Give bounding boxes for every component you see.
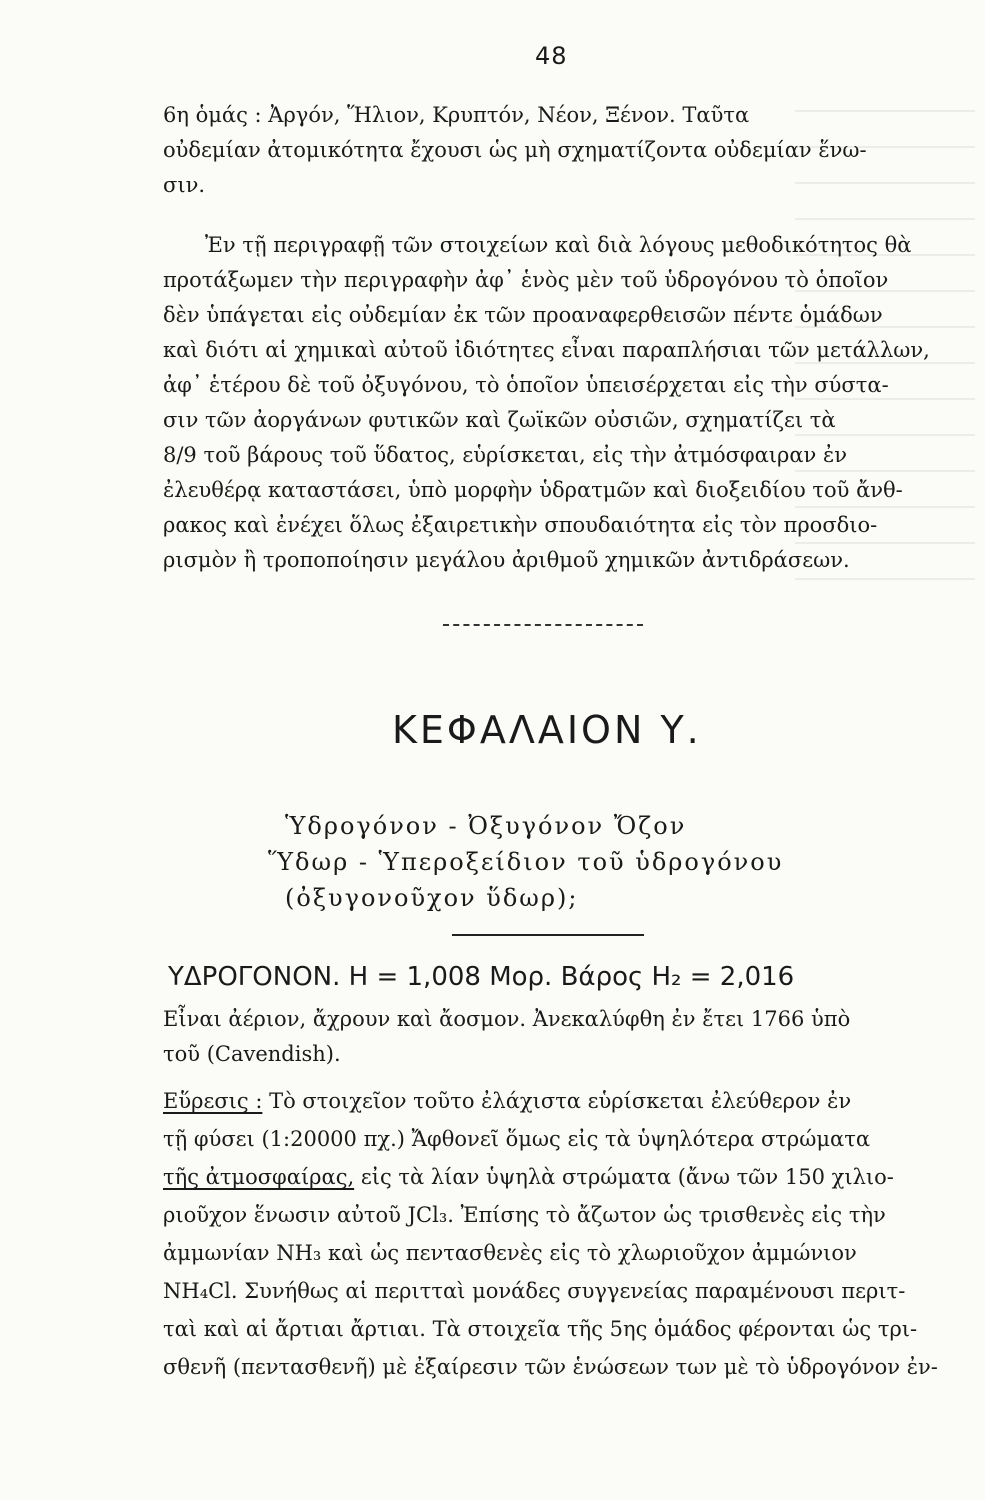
- text-line: ἐλευθέρᾳ καταστάσει, ὑπὸ μορφὴν ὑδρατμῶν καὶ διοξειδίου τοῦ ἄνθ-: [163, 478, 903, 502]
- text-line: NH₄Cl. Συνήθως αἱ περιτταὶ μονάδες συγγενείας παραμένουσι περιτ-: [163, 1279, 906, 1303]
- chapter-title: ΚΕΦΑΛΑΙΟΝ Υ.: [392, 708, 702, 752]
- text-line: ἀμμωνίαν NH₃ καὶ ὡς πεντασθενὲς εἰς τὸ χλωριοῦχον ἀμμώνιον: [163, 1241, 857, 1265]
- text-line: ρακος καὶ ἐνέχει ὅλως ἐξαιρετικὴν σπουδαιότητα εἰς τὸν προσδιο-: [163, 513, 878, 537]
- text-line: 8/9 τοῦ βάρους τοῦ ὕδατος, εὑρίσκεται, εἰς τὴν ἀτμόσφαιραν ἐν: [163, 443, 848, 467]
- text-line: Ἐν τῇ περιγραφῇ τῶν στοιχείων καὶ διὰ λόγους μεθοδικότητος θὰ: [205, 233, 912, 257]
- text-span: εἰς τὰ λίαν ὑψηλὰ στρώματα (ἄνω τῶν 150 χιλιο-: [354, 1165, 894, 1189]
- text-line: σθενῆ (πεντασθενῆ) μὲ ἐξαίρεσιν τῶν ἑνώσεων των μὲ τὸ ὑδρογόνον ἐν-: [163, 1355, 938, 1379]
- text-line: τοῦ (Cavendish).: [163, 1042, 341, 1066]
- section-divider: [443, 624, 643, 626]
- paragraph-description-order: [163, 228, 963, 578]
- text-line: ρισμὸν ἢ τροποποίησιν μεγάλου ἀριθμοῦ χημικῶν ἀντιδράσεων.: [163, 548, 850, 572]
- chapter-subtitle: (ὀξυγονοῦχον ὕδωρ);: [285, 884, 579, 912]
- text-line: ταὶ καὶ αἱ ἄρτιαι ἄρτιαι. Τὰ στοιχεῖα τῆς 5ης ὁμάδος φέρονται ὡς τρι-: [163, 1317, 918, 1341]
- underlined-phrase: τῆς ἀτμοσφαίρας,: [163, 1165, 355, 1189]
- text-line: ριοῦχον ἕνωσιν αὐτοῦ JCl₃. Ἐπίσης τὸ ἄζωτον ὡς τρισθενὲς εἰς τὴν: [163, 1203, 886, 1227]
- paragraph-occurrence: [163, 1082, 963, 1386]
- text-line: σιν τῶν ἀοργάνων φυτικῶν καὶ ζωϊκῶν οὐσιῶν, σχηματίζει τὰ: [163, 408, 836, 432]
- text-line: σιν.: [163, 173, 206, 197]
- text-line: δὲν ὑπάγεται εἰς οὐδεμίαν ἐκ τῶν προαναφερθεισῶν πέντε ὁμάδων: [163, 303, 883, 327]
- paragraph-properties: [163, 1002, 963, 1072]
- chapter-subtitle: Ὕδωρ - Ὑπεροξείδιον τοῦ ὑδρογόνου: [268, 848, 784, 876]
- text-line: τῇ φύσει (1:20000 πχ.) Ἄφθονεῖ ὅμως εἰς τὰ ὑψηλότερα στρώματα: [163, 1127, 870, 1151]
- text-line: προτάξωμεν τὴν περιγραφὴν ἀφ᾿ ἑνὸς μὲν τοῦ ὑδρογόνου τὸ ὁποῖον: [163, 268, 889, 292]
- text-line: καὶ διότι αἱ χημικαὶ αὐτοῦ ἰδιότητες εἶναι παραπλήσιαι τῶν μετάλλων,: [163, 338, 930, 362]
- page-number: 48: [535, 42, 568, 70]
- text-line: ἀφ᾿ ἑτέρου δὲ τοῦ ὀξυγόνου, τὸ ὁποῖον ὑπεισέρχεται εἰς τὴν σύστα-: [163, 373, 889, 397]
- text-line: Εἶναι ἀέριον, ἄχρουν καὶ ἄοσμον. Ἀνεκαλύφθη ἐν ἔτει 1766 ὑπὸ: [163, 1007, 851, 1031]
- text-line: 6η ὁμάς : Ἀργόν, Ἥλιον, Κρυπτόν, Νέον, Ξένον. Ταῦτα: [163, 103, 750, 127]
- text-line: οὐδεμίαν ἀτομικότητα ἔχουσι ὡς μὴ σχηματίζοντα οὐδεμίαν ἕνω-: [163, 138, 867, 162]
- text-span: Τὸ στοιχεῖον τοῦτο ἐλάχιστα εὑρίσκεται ἐλεύθερον ἐν: [269, 1089, 852, 1113]
- element-heading: ΥΔΡΟΓΟΝΟΝ. Η = 1,008 Μορ. Βάρος Η₂ = 2,016: [168, 962, 795, 992]
- title-divider: [452, 934, 644, 936]
- paragraph-group-six: [163, 98, 963, 203]
- section-label: Εὕρεσις :: [163, 1089, 263, 1113]
- chapter-subtitle: Ὑδρογόνον - Ὀξυγόνον Ὄζον: [285, 812, 687, 840]
